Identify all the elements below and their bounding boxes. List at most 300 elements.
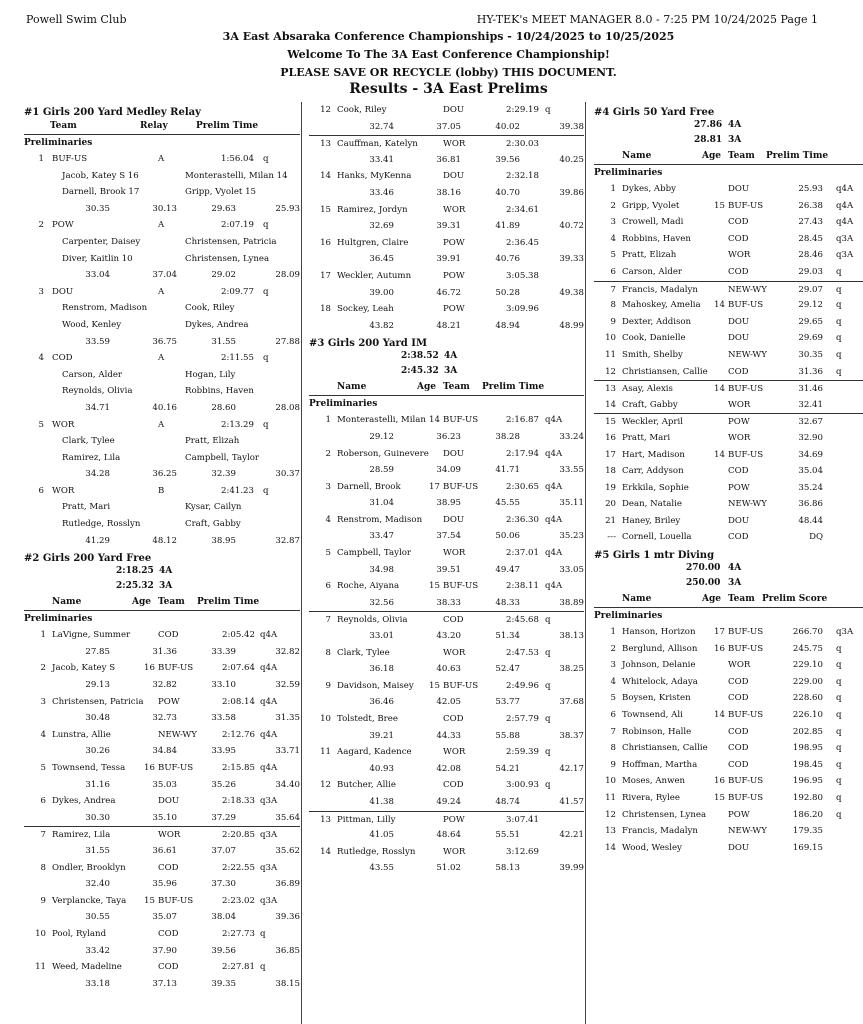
result-row <box>309 678 584 695</box>
prelim-time: 2:22.55 <box>222 862 255 873</box>
split-row <box>24 777 300 794</box>
swimmer: Reynolds, Olivia <box>62 386 133 397</box>
prelim-time: 34.69 <box>798 449 823 460</box>
split-time: 30.35 <box>85 203 110 214</box>
swimmer: Craft, Gabby <box>185 519 241 530</box>
split-time: 38.15 <box>275 978 300 989</box>
swimmer-name: Moses, Anwen <box>622 776 686 787</box>
place: 8 <box>325 647 331 658</box>
swimmer-name: Francis, Madalyn <box>622 826 698 837</box>
qualifier: q4A <box>545 514 563 525</box>
swimmer-name: Dean, Natalie <box>622 499 682 510</box>
team: BUF-US <box>728 200 764 211</box>
place: 5 <box>610 693 616 704</box>
place: 13 <box>320 814 331 825</box>
team: POW <box>52 220 74 231</box>
split-time: 36.25 <box>152 469 177 480</box>
prelim-time: 2:27.81 <box>222 962 255 973</box>
header-age: Age <box>702 594 722 605</box>
result-row <box>309 844 584 861</box>
team: DOU <box>443 171 465 182</box>
split-time: 33.47 <box>369 531 394 542</box>
split-time: 39.36 <box>275 912 300 923</box>
split-time: 31.36 <box>152 646 177 657</box>
prelim-time: 3:00.93 <box>506 780 539 791</box>
place: 12 <box>605 366 616 377</box>
standard-level: 3A <box>444 366 458 377</box>
split-row <box>24 843 300 860</box>
split-time: 30.37 <box>275 469 300 480</box>
event-title: #3 Girls 200 Yard IM <box>309 338 428 350</box>
team: COD <box>443 615 464 626</box>
prelim-time: 2:17.94 <box>506 448 539 459</box>
team: WOR <box>158 830 181 841</box>
split-time: 46.72 <box>436 287 461 298</box>
split-time: 36.89 <box>275 879 300 890</box>
swimmer: Renstrom, Madison <box>62 303 148 314</box>
column-headers <box>309 381 584 396</box>
qualifier: q <box>545 747 551 758</box>
split-time: 41.29 <box>85 535 110 546</box>
swimmer-name: Erkkila, Sophie <box>622 482 689 493</box>
swimmer: Darnell, Brook 17 <box>62 187 140 198</box>
place: 15 <box>605 417 616 428</box>
split-time: 49.47 <box>495 564 520 575</box>
swimmer-name: Cornell, Louella <box>622 532 692 543</box>
relay-row <box>24 350 300 367</box>
split-time: 35.03 <box>152 779 177 790</box>
result-row <box>309 578 584 595</box>
split-time: 39.33 <box>559 254 584 265</box>
standard-time: 250.00 <box>686 578 721 589</box>
qualifier: q4A <box>260 729 278 740</box>
preliminaries-label: Preliminaries <box>309 399 378 410</box>
relay-letter: A <box>158 220 165 231</box>
recycle-notice: PLEASE SAVE OR RECYCLE (lobby) THIS DOCUMENT. <box>280 66 617 79</box>
qualifier: q <box>836 743 842 754</box>
prelim-time: 245.75 <box>792 643 823 654</box>
split-time: 34.98 <box>369 564 394 575</box>
qualifier: q4A <box>545 548 563 559</box>
header-team: Team <box>50 121 77 131</box>
prelim-time: 2:07.19 <box>221 220 254 231</box>
team: COD <box>728 217 749 228</box>
swimmer: Carson, Alder <box>62 369 123 380</box>
split-time: 38.13 <box>559 631 584 642</box>
standard-level: 3A <box>728 135 742 145</box>
prelim-time: 2:18.33 <box>222 796 255 807</box>
split-time: 51.02 <box>436 863 461 874</box>
event-title: #4 Girls 50 Yard Free <box>594 107 715 118</box>
swimmer-name: Reynolds, Olivia <box>337 615 408 626</box>
swimmer-name: Rutledge, Rosslyn <box>337 846 416 857</box>
result-row <box>24 959 300 976</box>
split-time: 30.13 <box>152 203 177 214</box>
swimmer-name: Weed, Madeline <box>52 962 122 973</box>
split-time: 35.23 <box>559 531 584 542</box>
swimmer-name: Berglund, Allison <box>622 643 698 654</box>
standard-level: 4A <box>444 351 458 362</box>
split-row <box>24 201 300 218</box>
split-time: 29.02 <box>211 270 236 281</box>
qualifier: q <box>836 643 842 654</box>
split-time: 41.57 <box>559 796 584 807</box>
team: WOR <box>443 139 466 150</box>
split-row <box>309 860 584 877</box>
team: BUF-US <box>443 481 479 492</box>
split-time: 32.59 <box>275 680 300 691</box>
result-row <box>309 645 584 662</box>
relay-swimmers <box>24 251 300 268</box>
split-time: 43.55 <box>369 863 394 874</box>
team: COD <box>158 630 179 641</box>
split-time: 38.04 <box>211 912 236 923</box>
result-row <box>594 724 863 741</box>
place: 14 <box>605 842 616 853</box>
swimmer: Kysar, Cailyn <box>185 502 242 513</box>
place: 6 <box>325 581 331 592</box>
split-time: 39.38 <box>559 121 584 132</box>
swimmer: Pratt, Mari <box>62 502 111 513</box>
prelim-time: 266.70 <box>792 627 823 638</box>
qualifier: q <box>260 962 266 973</box>
swimmer-name: Smith, Shelby <box>622 349 683 360</box>
time-standard <box>309 366 584 381</box>
swimmer-name: Dykes, Abby <box>622 184 676 194</box>
split-row <box>309 528 584 545</box>
split-time: 34.40 <box>275 779 300 790</box>
header-name: Name <box>622 594 652 605</box>
split-row <box>309 462 584 479</box>
split-time: 34.71 <box>85 402 110 413</box>
team: COD <box>728 266 749 277</box>
split-row <box>24 533 300 550</box>
split-time: 33.55 <box>559 465 584 476</box>
split-time: 32.39 <box>211 469 236 480</box>
qualifier: q <box>836 710 842 721</box>
result-row <box>24 660 300 677</box>
relay-letter: A <box>158 419 165 430</box>
prelim-time: 2:27.73 <box>222 928 255 939</box>
header-team: Team <box>443 382 470 393</box>
split-time: 54.21 <box>495 763 520 774</box>
team: NEW-WY <box>728 349 767 360</box>
swimmer: Rutledge, Rosslyn <box>62 519 141 530</box>
qualifier: q4A <box>545 581 563 592</box>
place: 1 <box>38 154 44 164</box>
team: DOU <box>728 184 750 194</box>
split-time: 28.09 <box>275 270 300 281</box>
software-info: HY-TEK's MEET MANAGER 8.0 - 7:25 PM 10/24/2025 Page 1 <box>476 13 818 26</box>
team: COD <box>728 693 749 704</box>
event-title: #5 Girls 1 mtr Diving <box>594 550 715 562</box>
prelim-time: 2:41.23 <box>221 485 254 496</box>
result-row <box>309 811 584 828</box>
swimmer-name: Crowell, Madi <box>622 217 684 228</box>
team: BUF-US <box>728 384 764 395</box>
split-time: 32.82 <box>275 646 300 657</box>
result-row <box>309 611 584 628</box>
place: 10 <box>320 714 331 724</box>
swimmer-name: Monterastelli, Milan <box>337 415 426 426</box>
split-time: 40.02 <box>495 121 520 132</box>
team: DOU <box>728 842 750 853</box>
place: --- <box>607 532 616 543</box>
time-standard <box>594 135 863 150</box>
swimmer: Robbins, Haven <box>185 386 254 397</box>
split-time: 32.69 <box>369 221 394 232</box>
team: BUF-US <box>443 415 479 426</box>
place: 10 <box>605 333 616 344</box>
qualifier: q4A <box>545 481 563 492</box>
result-row <box>309 235 584 252</box>
qualifier: q4A <box>545 448 563 459</box>
split-time: 38.95 <box>436 498 461 509</box>
team: WOR <box>443 548 466 559</box>
relay-letter: B <box>158 485 165 496</box>
place: 5 <box>325 548 331 559</box>
relay-row <box>24 217 300 234</box>
place: 8 <box>610 743 616 754</box>
swimmer-name: Francis, Madalyn <box>622 284 698 295</box>
qualifier: q <box>836 726 842 737</box>
qualifier: q4A <box>836 184 854 194</box>
result-row <box>594 380 863 397</box>
relay-swimmers <box>24 300 300 317</box>
place: 5 <box>610 250 616 261</box>
place: 15 <box>320 204 331 215</box>
place: 8 <box>610 300 616 311</box>
relay-swimmers <box>24 184 300 201</box>
qualifier: q <box>263 286 269 297</box>
result-row <box>594 513 863 530</box>
split-time: 27.88 <box>275 336 300 347</box>
standard-level: 3A <box>728 578 742 589</box>
standard-time: 2:45.32 <box>401 366 439 377</box>
swimmer-name: Hoffman, Martha <box>622 759 698 770</box>
standard-level: 3A <box>159 581 173 592</box>
place: 14 <box>320 171 331 182</box>
team: NEW-WY <box>158 729 197 740</box>
split-time: 39.99 <box>559 863 584 874</box>
team: COD <box>158 962 179 973</box>
result-row <box>309 479 584 496</box>
qualifier: q <box>836 676 842 687</box>
result-row <box>594 347 863 364</box>
place: 16 <box>605 432 616 443</box>
split-time: 35.64 <box>275 812 300 823</box>
preliminaries-label: Preliminaries <box>594 168 663 178</box>
split-time: 33.46 <box>369 187 394 198</box>
swimmer-name: Townsend, Tessa <box>52 763 126 773</box>
prelim-time: 229.10 <box>792 660 823 671</box>
team: COD <box>728 726 749 737</box>
place: 5 <box>40 763 46 773</box>
split-row <box>24 677 300 694</box>
prelim-time: DQ <box>809 532 823 543</box>
split-row <box>24 976 300 993</box>
place: 3 <box>610 660 616 671</box>
result-row <box>24 627 300 644</box>
place: 5 <box>38 419 44 430</box>
swimmer: Pratt, Elizah <box>185 436 240 447</box>
age: 15 <box>714 793 725 803</box>
split-time: 37.30 <box>211 879 236 890</box>
prelim-time: 3:07.41 <box>506 814 539 825</box>
split-time: 37.90 <box>152 945 177 956</box>
age: 16 <box>714 643 725 654</box>
swimmer-name: Robbins, Haven <box>622 233 691 244</box>
prelim-time: 198.95 <box>792 743 823 754</box>
swimmer: Monterastelli, Milan 14 <box>185 170 288 181</box>
prelim-time: 2:13.29 <box>221 419 254 430</box>
split-time: 58.13 <box>495 863 520 874</box>
prelim-time: 2:12.76 <box>222 729 255 740</box>
relay-row <box>24 284 300 301</box>
split-time: 36.45 <box>369 254 394 265</box>
qualifier: q <box>263 485 269 496</box>
swimmer-name: Butcher, Allie <box>337 780 396 791</box>
split-time: 33.24 <box>559 431 584 442</box>
swimmer: Christensen, Lynea <box>185 253 270 264</box>
welcome-text: Welcome To The 3A East Conference Championship! <box>287 48 610 61</box>
standard-time: 270.00 <box>686 563 721 574</box>
age: 16 <box>144 663 155 674</box>
split-row <box>309 827 584 844</box>
prelim-time: 2:36.45 <box>506 237 539 248</box>
prelim-time: 2:57.79 <box>506 714 539 724</box>
place: 7 <box>610 726 616 737</box>
split-time: 37.54 <box>436 531 461 542</box>
qualifier: q <box>836 333 842 344</box>
result-row <box>594 823 863 840</box>
swimmer-name: Wood, Wesley <box>622 842 682 853</box>
split-time: 48.99 <box>559 320 584 331</box>
result-row <box>594 247 863 264</box>
prelim-time: 26.38 <box>798 200 823 211</box>
split-time: 35.10 <box>152 812 177 823</box>
result-row <box>594 740 863 757</box>
split-time: 34.09 <box>436 465 461 476</box>
place: 3 <box>610 217 616 228</box>
team: WOR <box>728 250 751 261</box>
prelim-time: 192.80 <box>792 793 823 803</box>
qualifier: q <box>263 154 269 164</box>
swimmer-name: Davidson, Maisey <box>337 680 414 691</box>
result-row <box>594 463 863 480</box>
split-time: 29.13 <box>85 680 110 691</box>
place: 2 <box>38 220 44 231</box>
split-time: 41.89 <box>495 221 520 232</box>
team: BUF-US <box>728 449 764 460</box>
age: 14 <box>429 415 440 426</box>
prelim-time: 169.15 <box>792 842 823 853</box>
split-row <box>24 400 300 417</box>
team: BUF-US <box>52 154 88 164</box>
qualifier: q <box>836 809 842 820</box>
place: 14 <box>320 846 331 857</box>
qualifier: q <box>545 105 551 115</box>
split-row <box>24 943 300 960</box>
team: BUF-US <box>443 581 479 592</box>
prelim-time: 2:32.18 <box>506 171 539 182</box>
place: 8 <box>40 862 46 873</box>
split-time: 30.30 <box>85 812 110 823</box>
split-time: 44.33 <box>436 730 461 741</box>
split-time: 28.59 <box>369 465 394 476</box>
swimmer-name: Clark, Tylee <box>337 647 390 658</box>
split-time: 27.85 <box>85 646 110 657</box>
place: 13 <box>605 826 616 837</box>
place: 9 <box>40 895 46 906</box>
header-age: Age <box>132 597 152 608</box>
split-row <box>24 466 300 483</box>
swimmer-name: Ramirez, Jordyn <box>337 204 408 215</box>
place: 6 <box>38 485 44 496</box>
split-time: 34.28 <box>85 469 110 480</box>
place: 4 <box>40 729 46 740</box>
result-row <box>24 860 300 877</box>
place: 14 <box>605 399 616 410</box>
age: 14 <box>714 300 725 311</box>
place: 21 <box>605 515 616 526</box>
swimmer-name: Campbell, Taylor <box>337 548 411 559</box>
header-prelim-time: Prelim Time <box>197 597 260 608</box>
place: 3 <box>40 696 46 707</box>
split-time: 41.38 <box>369 796 394 807</box>
prelim-time: 226.10 <box>792 710 823 721</box>
qualifier: q3A <box>836 233 854 244</box>
time-standard <box>309 351 584 366</box>
team: POW <box>443 237 465 248</box>
split-time: 36.23 <box>436 431 461 442</box>
split-row <box>309 429 584 446</box>
header-name: Name <box>52 597 82 608</box>
result-row <box>594 707 863 724</box>
prelim-time: 3:09.96 <box>506 304 539 315</box>
relay-swimmers <box>24 516 300 533</box>
split-row <box>309 251 584 268</box>
prelim-time: 29.03 <box>798 266 823 277</box>
place: 13 <box>320 139 331 150</box>
split-row <box>309 218 584 235</box>
split-time: 48.94 <box>495 320 520 331</box>
time-standard <box>594 120 863 135</box>
event-title: #2 Girls 200 Yard Free <box>24 553 152 565</box>
result-row <box>24 826 300 843</box>
column-headers <box>24 596 300 611</box>
result-row <box>594 314 863 331</box>
place: 17 <box>320 270 331 281</box>
prelim-time: 2:05.42 <box>222 630 255 641</box>
standard-time: 28.81 <box>694 135 723 145</box>
header-prelim-time: Prelim Time <box>196 121 259 131</box>
team: BUF-US <box>728 793 764 803</box>
swimmer-name: Pratt, Mari <box>622 432 671 443</box>
result-row <box>594 790 863 807</box>
swimmer-name: Mahoskey, Amelia <box>622 300 701 311</box>
result-row <box>309 777 584 794</box>
header-age: Age <box>417 382 437 393</box>
split-time: 33.39 <box>211 646 236 657</box>
qualifier: q4A <box>260 630 278 641</box>
place: 1 <box>325 415 331 426</box>
team: DOU <box>443 105 465 115</box>
team: DOU <box>728 333 750 344</box>
prelim-time: 196.95 <box>792 776 823 787</box>
relay-swimmers <box>24 433 300 450</box>
prelim-time: 32.67 <box>798 417 823 428</box>
